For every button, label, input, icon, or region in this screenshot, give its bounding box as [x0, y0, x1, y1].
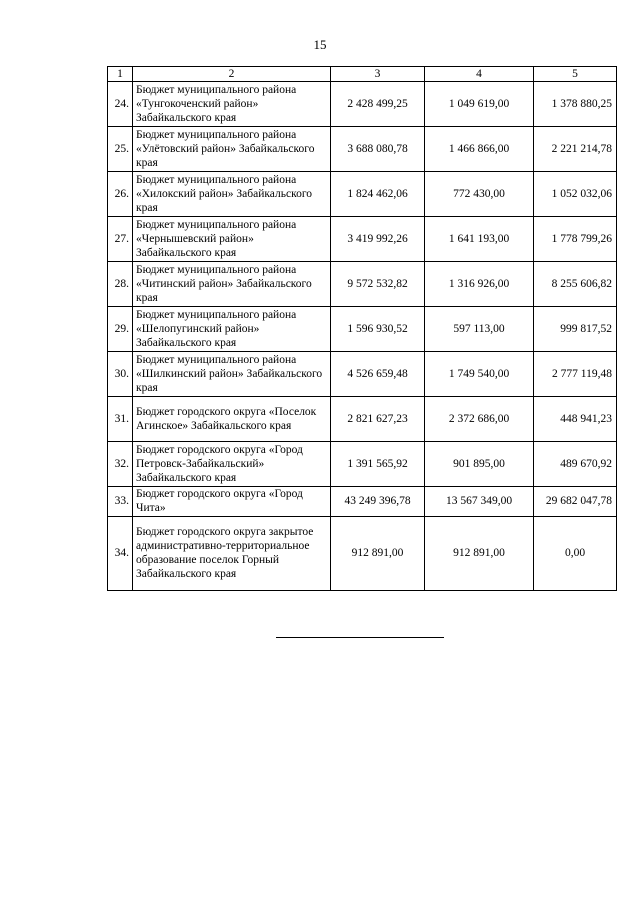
column-header-3: 3 [331, 67, 425, 82]
amount-col3: 1 824 462,06 [331, 172, 425, 217]
budget-name: Бюджет городского округа «Поселок Агинское» Забайкальского края [133, 397, 331, 442]
amount-col3: 912 891,00 [331, 516, 425, 590]
row-number: 24. [108, 82, 133, 127]
table-row [108, 217, 617, 262]
row-number: 32. [108, 442, 133, 487]
row-number: 30. [108, 352, 133, 397]
amount-col4: 1 316 926,00 [425, 262, 534, 307]
column-header-1: 1 [108, 67, 133, 82]
amount-col4: 772 430,00 [425, 172, 534, 217]
amount-col3: 3 688 080,78 [331, 127, 425, 172]
amount-col5: 0,00 [534, 516, 617, 590]
amount-col5: 2 221 214,78 [534, 127, 617, 172]
amount-col3: 1 391 565,92 [331, 442, 425, 487]
amount-col5: 448 941,23 [534, 397, 617, 442]
amount-col5: 29 682 047,78 [534, 487, 617, 517]
budget-table [107, 66, 617, 591]
row-number: 31. [108, 397, 133, 442]
row-number: 27. [108, 217, 133, 262]
amount-col5: 1 778 799,26 [534, 217, 617, 262]
amount-col4: 2 372 686,00 [425, 397, 534, 442]
amount-col4: 901 895,00 [425, 442, 534, 487]
table-row [108, 262, 617, 307]
budget-name: Бюджет городского округа «Город Петровск-Забайкальский» Забайкальского края [133, 442, 331, 487]
amount-col4: 13 567 349,00 [425, 487, 534, 517]
budget-name: Бюджет муниципального района «Шилкинский район» Забайкальского края [133, 352, 331, 397]
table-header-row [108, 67, 617, 82]
amount-col5: 2 777 119,48 [534, 352, 617, 397]
row-number: 28. [108, 262, 133, 307]
amount-col3: 3 419 992,26 [331, 217, 425, 262]
amount-col3: 9 572 532,82 [331, 262, 425, 307]
row-number: 26. [108, 172, 133, 217]
amount-col4: 1 749 540,00 [425, 352, 534, 397]
column-header-5: 5 [534, 67, 617, 82]
table-row [108, 307, 617, 352]
row-number: 29. [108, 307, 133, 352]
table-row [108, 82, 617, 127]
amount-col5: 1 378 880,25 [534, 82, 617, 127]
budget-name: Бюджет муниципального района «Чернышевский район» Забайкальского края [133, 217, 331, 262]
amount-col4: 912 891,00 [425, 516, 534, 590]
amount-col5: 1 052 032,06 [534, 172, 617, 217]
table-row [108, 516, 617, 590]
table-row [108, 172, 617, 217]
amount-col4: 597 113,00 [425, 307, 534, 352]
table-row [108, 397, 617, 442]
amount-col5: 8 255 606,82 [534, 262, 617, 307]
amount-col3: 2 821 627,23 [331, 397, 425, 442]
amount-col5: 489 670,92 [534, 442, 617, 487]
row-number: 33. [108, 487, 133, 517]
amount-col5: 999 817,52 [534, 307, 617, 352]
budget-name: Бюджет муниципального района «Хилокский район» Забайкальского края [133, 172, 331, 217]
table-row [108, 127, 617, 172]
row-number: 25. [108, 127, 133, 172]
column-header-4: 4 [425, 67, 534, 82]
end-divider-line [276, 637, 444, 638]
row-number: 34. [108, 516, 133, 590]
amount-col4: 1 049 619,00 [425, 82, 534, 127]
budget-name: Бюджет городского округа закрытое административно-территориальное образование поселок Горный Забайкальского края [133, 516, 331, 590]
budget-name: Бюджет городского округа «Город Чита» [133, 487, 331, 517]
amount-col4: 1 641 193,00 [425, 217, 534, 262]
amount-col3: 1 596 930,52 [331, 307, 425, 352]
budget-name: Бюджет муниципального района «Читинский район» Забайкальского края [133, 262, 331, 307]
column-header-2: 2 [133, 67, 331, 82]
budget-name: Бюджет муниципального района «Улётовский район» Забайкальского края [133, 127, 331, 172]
page-number: 15 [313, 37, 327, 52]
table-row [108, 442, 617, 487]
budget-name: Бюджет муниципального района «Тунгокоченский район» Забайкальского края [133, 82, 331, 127]
amount-col4: 1 466 866,00 [425, 127, 534, 172]
table-row [108, 487, 617, 517]
amount-col3: 43 249 396,78 [331, 487, 425, 517]
budget-name: Бюджет муниципального района «Шелопугинский район» Забайкальского края [133, 307, 331, 352]
table-row [108, 352, 617, 397]
amount-col3: 4 526 659,48 [331, 352, 425, 397]
amount-col3: 2 428 499,25 [331, 82, 425, 127]
